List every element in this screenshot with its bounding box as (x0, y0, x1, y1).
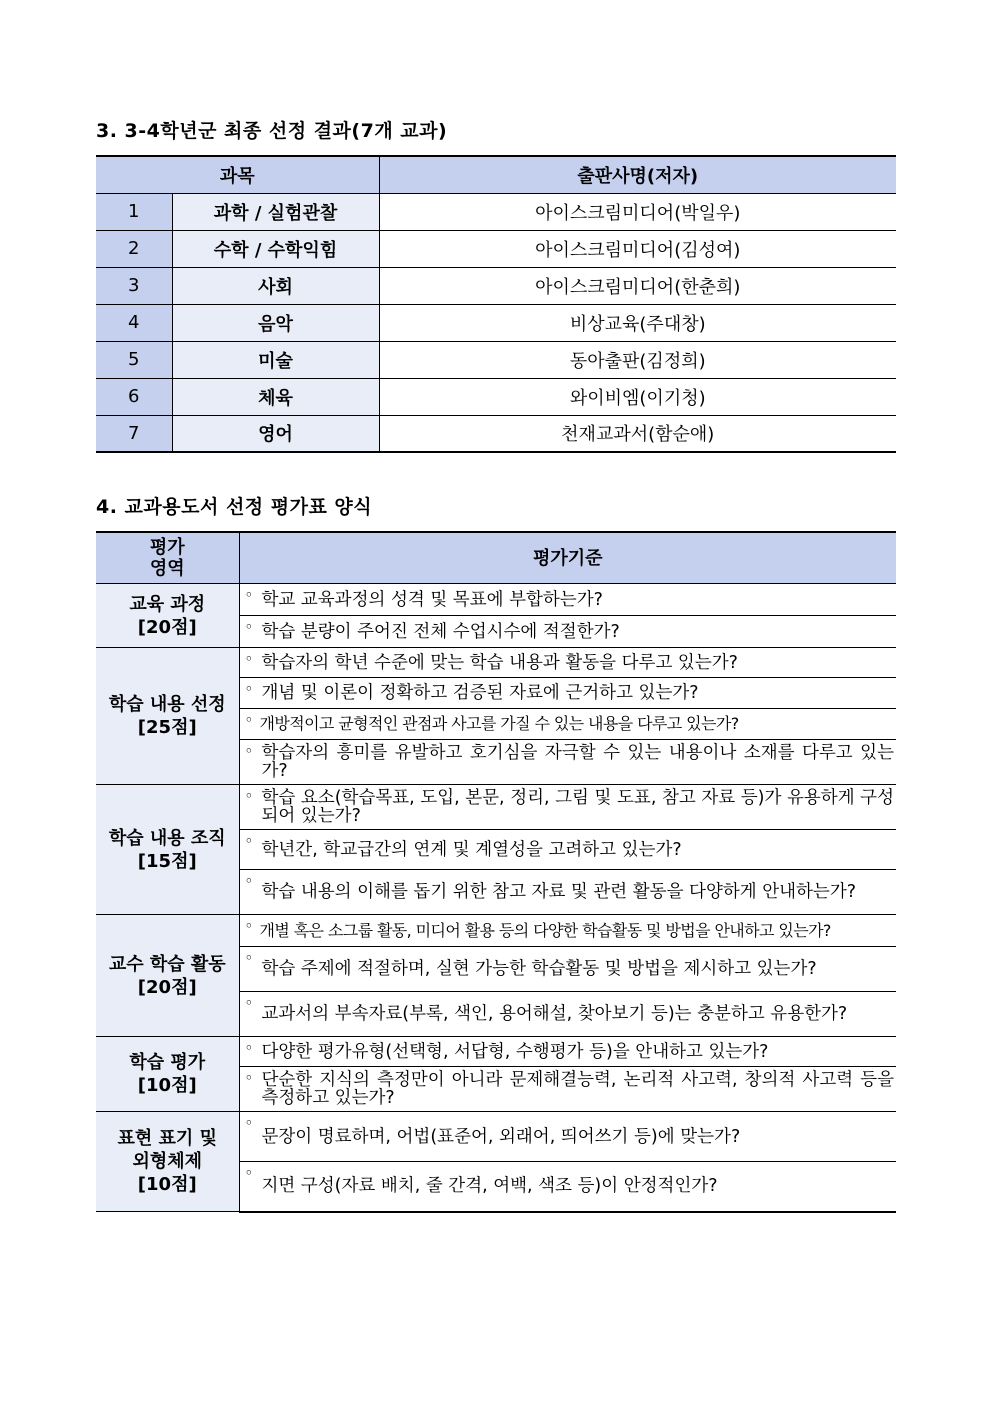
row-subject: 영어 (172, 415, 379, 452)
criterion: ◦ 단순한 지식의 측정만이 아니라 문제해결능력, 논리적 사고력, 창의적 사고력 등을 측정하고 있는가? (239, 1067, 896, 1112)
row-number: 4 (96, 304, 172, 341)
criterion: ◦ 개념 및 이론이 정확하고 검증된 자료에 근거하고 있는가? (239, 678, 896, 709)
table-row (96, 915, 896, 947)
area-score: [20점] (137, 976, 197, 998)
criterion: ◦ 개방적이고 균형적인 관점과 사고를 가질 수 있는 내용을 다루고 있는가? (239, 709, 896, 740)
criterion: ◦ 학습자의 흥미를 유발하고 호기심을 자극할 수 있는 내용이나 소재를 다루고 있는가? (239, 740, 896, 785)
criterion: ◦ 학습 요소(학습목표, 도입, 본문, 정리, 그림 및 도표, 참고 자료 등)가 유용하게 구성되어 있는가? (239, 785, 896, 830)
row-number: 1 (96, 193, 172, 230)
table-row (96, 415, 896, 452)
table-row (96, 648, 896, 678)
evaluation-form-table (96, 531, 896, 1213)
criterion: ◦ 학교 교육과정의 성격 및 목표에 부합하는가? (239, 584, 896, 616)
area-cell (96, 785, 239, 915)
row-subject: 사회 (172, 267, 379, 304)
table-row (96, 378, 896, 415)
row-subject: 체육 (172, 378, 379, 415)
criterion: ◦ 학습자의 학년 수준에 맞는 학습 내용과 활동을 다루고 있는가? (239, 648, 896, 678)
header-area-line1: 평가 (149, 537, 185, 558)
table-row (96, 785, 896, 830)
row-publisher: 동아출판(김정희) (379, 341, 896, 378)
row-number: 2 (96, 230, 172, 267)
row-publisher: 와이비엠(이기청) (379, 378, 896, 415)
area-name: 교수 학습 활동 (108, 953, 226, 975)
area-cell (96, 584, 239, 648)
area-name: 교육 과정 (129, 593, 206, 615)
area-name: 학습 내용 조직 (108, 827, 226, 849)
criterion: ◦ 교과서의 부속자료(부록, 색인, 용어해설, 찾아보기 등)는 충분하고 유용한가? (239, 992, 896, 1037)
area-score: [15점] (137, 850, 197, 872)
table-row (96, 341, 896, 378)
area-cell (96, 1037, 239, 1112)
row-number: 6 (96, 378, 172, 415)
criterion: ◦ 학습 내용의 이해를 돕기 위한 참고 자료 및 관련 활동을 다양하게 안내하는가? (239, 870, 896, 915)
area-score: [20점] (137, 616, 197, 638)
table-row (96, 304, 896, 341)
row-subject: 미술 (172, 341, 379, 378)
area-score: [10점] (137, 1174, 197, 1195)
row-publisher: 아이스크림미디어(박일우) (379, 193, 896, 230)
row-number: 7 (96, 415, 172, 452)
area-name: 학습 내용 선정 (108, 694, 226, 715)
criterion: ◦ 문장이 명료하며, 어법(표준어, 외래어, 띄어쓰기 등)에 맞는가? (239, 1112, 896, 1162)
area-cell (96, 648, 239, 785)
area-name-line2: 외형체제 (132, 1151, 203, 1172)
header-publisher: 출판사명(저자) (379, 156, 896, 193)
row-publisher: 아이스크림미디어(김성여) (379, 230, 896, 267)
section-4-heading: 4. 교과용도서 선정 평가표 양식 (96, 496, 373, 518)
section-3-heading: 3. 3-4학년군 최종 선정 결과(7개 교과) (96, 120, 448, 142)
table-row (96, 584, 896, 616)
row-subject: 과학 / 실험관찰 (172, 193, 379, 230)
area-cell (96, 1112, 239, 1212)
row-subject: 음악 (172, 304, 379, 341)
criterion: ◦ 개별 혹은 소그룹 활동, 미디어 활용 등의 다양한 학습활동 및 방법을 안내하고 있는가? (239, 915, 896, 947)
criterion: ◦ 학습 주제에 적절하며, 실현 가능한 학습활동 및 방법을 제시하고 있는가? (239, 947, 896, 992)
row-publisher: 천재교과서(함순애) (379, 415, 896, 452)
header-area-line2: 영역 (149, 558, 185, 579)
row-publisher: 비상교육(주대창) (379, 304, 896, 341)
criterion: ◦ 지면 구성(자료 배치, 줄 간격, 여백, 색조 등)이 안정적인가? (239, 1162, 896, 1212)
header-subject: 과목 (96, 156, 379, 193)
area-name: 학습 평가 (129, 1052, 206, 1073)
table-row (96, 193, 896, 230)
criterion: ◦ 다양한 평가유형(선택형, 서답형, 수행평가 등)을 안내하고 있는가? (239, 1037, 896, 1067)
header-criteria: 평가기준 (239, 532, 896, 584)
row-publisher: 아이스크림미디어(한춘희) (379, 267, 896, 304)
table-row (96, 1112, 896, 1162)
area-score: [10점] (137, 1075, 197, 1096)
table-row (96, 267, 896, 304)
row-subject: 수학 / 수학익힘 (172, 230, 379, 267)
row-number: 3 (96, 267, 172, 304)
area-name-line1: 표현 표기 및 (117, 1128, 217, 1149)
table-row (96, 1037, 896, 1067)
area-cell (96, 915, 239, 1037)
table-row (96, 230, 896, 267)
area-score: [25점] (137, 717, 197, 738)
row-number: 5 (96, 341, 172, 378)
criterion: ◦ 학년간, 학교급간의 연계 및 계열성을 고려하고 있는가? (239, 830, 896, 870)
header-area (96, 532, 239, 584)
selection-result-table (96, 155, 896, 453)
criterion: ◦ 학습 분량이 주어진 전체 수업시수에 적절한가? (239, 616, 896, 648)
